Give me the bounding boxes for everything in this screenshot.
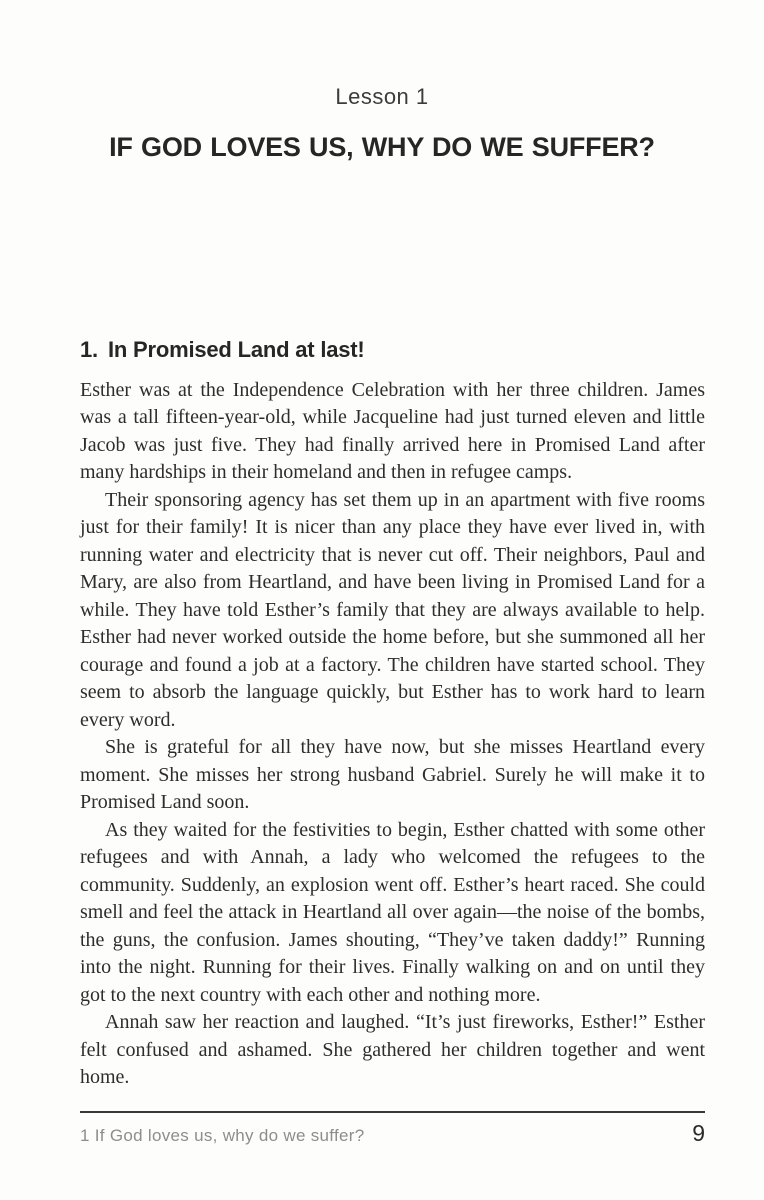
paragraph-3: She is grateful for all they have now, but she misses Heartland every moment. She misses her strong husband Gabriel. Surely he will make it to Promised Land soon. xyxy=(80,736,705,813)
lesson-label: Lesson 1 xyxy=(335,84,429,109)
paragraph-4: As they waited for the festivities to begin, Esther chatted with some other refugees and with Annah, a lady who welcomed the refugees to the community. Suddenly, an explosion went off. Esther’s heart raced. She could smell and feel the attack in Heartland all over again—the noise of the bombs, the guns, the confusion. James shouting, “They’ve taken daddy!” Running into the night. Running for their lives. Finally walking on and on until they got to the next country with each other and nothing more. xyxy=(80,818,705,1006)
paragraph-5: Annah saw her reaction and laughed. “It’s just fireworks, Esther!” Esther felt confused and ashamed. She gathered her children together and went home. xyxy=(80,1011,705,1088)
footer-rule xyxy=(80,1111,705,1113)
section-number: 1. xyxy=(80,337,98,362)
section-title: In Promised Land at last! xyxy=(107,337,365,362)
page-footer xyxy=(80,1111,705,1147)
chapter-head xyxy=(0,84,764,163)
running-title: 1 If God loves us, why do we suffer? xyxy=(80,1126,365,1145)
paragraph-1: Esther was at the Independence Celebration with her three children. James was a tall fifteen-year-old, while Jacqueline had just turned eleven and little Jacob was just five. They had finally arrived here in Promised Land after many hardships in their homeland and then in refugee camps. xyxy=(80,378,705,483)
footer-row xyxy=(80,1120,705,1147)
page-number: 9 xyxy=(692,1120,705,1146)
lesson-body xyxy=(80,336,705,1092)
chapter-title: IF GOD LOVES US, WHY DO WE SUFFER? xyxy=(109,132,655,162)
paragraph-2: Their sponsoring agency has set them up in an apartment with five rooms just for their family! It is nicer than any place they have ever lived in, with running water and electricity that is never cut off. Their neighbors, Paul and Mary, are also from Heartland, and have been living in Promised Land for a while. They have told Esther’s family that they are always available to help. Esther had never worked outside the home before, but she summoned all her courage and found a job at a factory. The children have started school. They seem to absorb the language quickly, but Esther has to work hard to learn every word. xyxy=(80,488,705,731)
section-heading xyxy=(80,336,705,364)
